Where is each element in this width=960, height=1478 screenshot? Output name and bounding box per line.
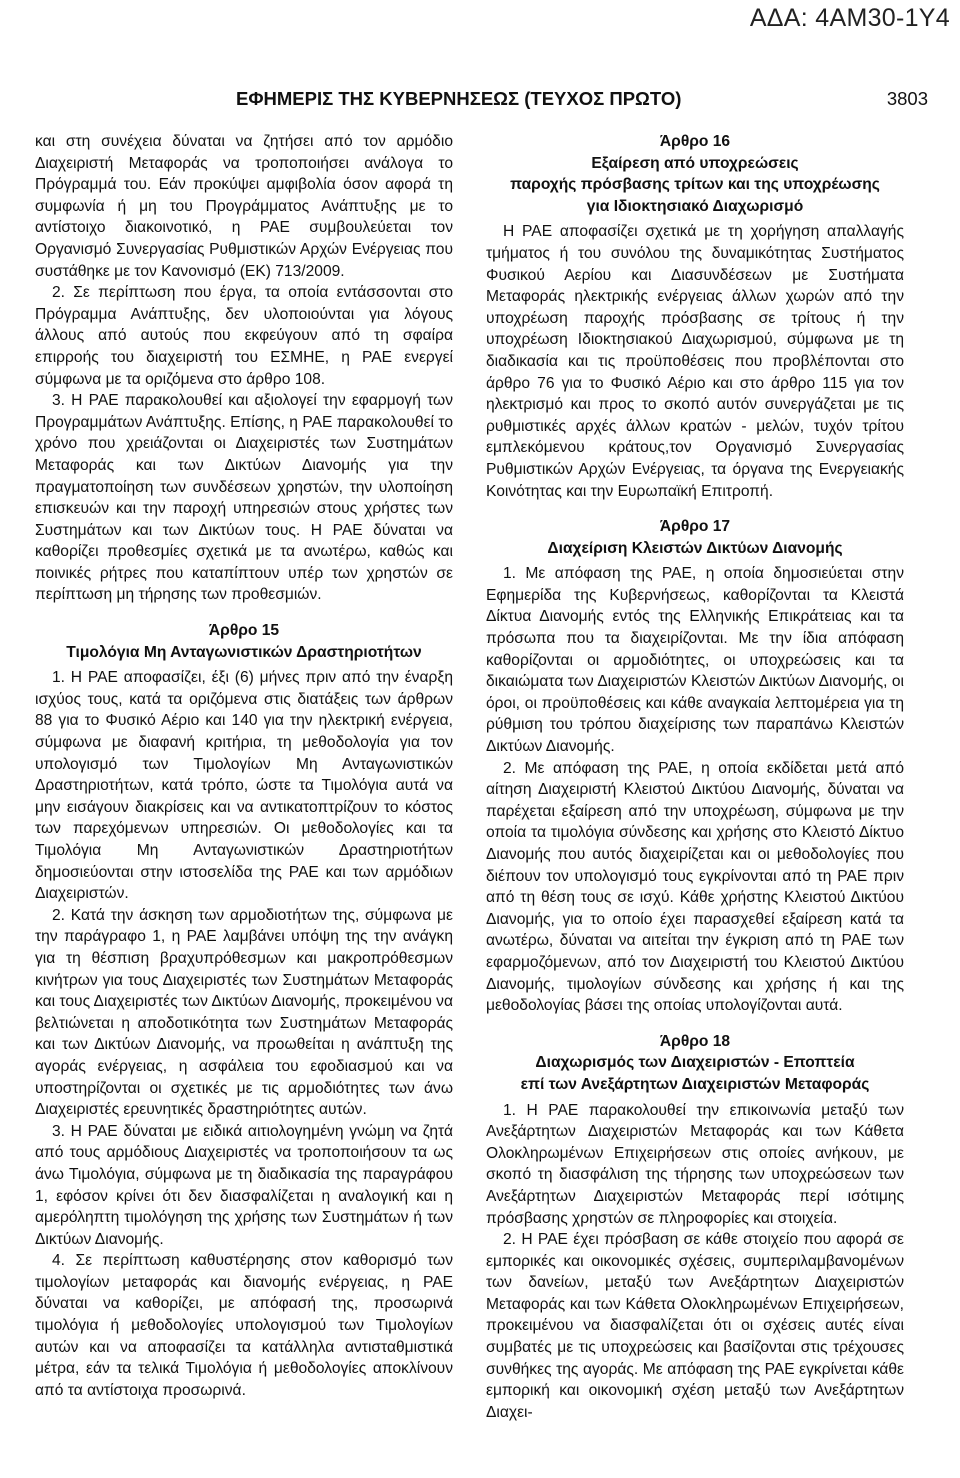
- article-18-title-line-2: επί των Ανεξάρτητων Διαχειριστών Μεταφοράς: [520, 1075, 870, 1093]
- article-15-title: Τιμολόγια Μη Ανταγωνιστικών Δραστηριοτήτων: [66, 643, 422, 661]
- paragraph-3: 3. Η ΡΑΕ παρακολουθεί και αξιολογεί την εφαρμογή των Προγραμμάτων Ανάπτυξης. Επίσης, η ΡΑΕ παρακολουθεί το χρόνο που χρειάζονται οι Διαχειριστές των Συστημάτων Μεταφοράς και των Δικτύων Διανομής για την πραγματοποίηση των συνδέσεων χρηστών, την υλοποίηση επισκευών και την παροχή υπηρεσιών στους χρήστες των Συστημάτων και των Δικτύων τους. Η ΡΑΕ δύναται να καθορίζει προθεσμίες σχετικά με τα ανωτέρω, καθώς και ποινικές ρήτρες που καταπίπτουν υπέρ των χρηστών σε περίπτωση μη τήρησης των προθεσμιών.: [35, 392, 453, 604]
- article-16-title-line-1: Εξαίρεση από υποχρεώσεις: [591, 154, 799, 172]
- article-17-paragraph-2: 2. Με απόφαση της ΡΑΕ, η οποία εκδίδεται μετά από αίτηση Διαχειριστή Κλειστού Δικτύου Διανομής, δύναται να παρέχεται εξαίρεση από την υποχρέωση, σύμφωνα με την οποία τα τιμολόγια σύνδεσης και χρήσης στο Κλειστό Δίκτυο Διανομής που αυτός διαχειρίζεται και οι μεθοδολογίες που διέπουν τον υπολογισμό τους εγκρίνονται από τη ΡΑΕ πριν από τη θέση τους σε ισχύ. Κάθε χρήστης Κλειστού Δικτύου Διανομής, για το οποίο έχει παρασχεθεί εξαίρεση κατά τα ανωτέρω, δύναται να αιτείται την έγκριση από τη ΡΑΕ των εφαρμοζόμενων, από τον Διαχειριστή του Κλειστού Δικτύου Διανομής, τιμολογίων σύνδεσης και χρήσης ή και της μεθοδολογίας βάσει της οποίας υπολογίζονται αυτά.: [486, 759, 904, 1015]
- intro-paragraph: και στη συνέχεια δύναται να ζητήσει από τον αρμόδιο Διαχειριστή Μεταφοράς να τροποποιήσει ανάλογα το Πρόγραμμά του. Εάν προκύψει αμφιβολία όσον αφορά τη συμφωνία ή μη του Προγράμματος Ανάπτυξης με το αντίστοιχο διακοινοτικό, η ΡΑΕ συμβουλεύεται τον Οργανισμό Συνεργασίας Ρυθμιστικών Αρχών Ενέργειας που συστάθηκε με τον Κανονισμό (ΕΚ) 713/2009.: [35, 133, 453, 280]
- article-17-title: Διαχείριση Κλειστών Δικτύων Διανομής: [547, 539, 843, 557]
- article-17-paragraph-1: 1. Με απόφαση της ΡΑΕ, η οποία δημοσιεύεται στην Εφημερίδα της Κυβερνήσεως, καθορίζονται τα Κλειστά Δίκτυα Διανομής εντός της Ελληνικής Επικράτειας και τα πρόσωπα που τα διαχειρίζονται. Με την ίδια απόφαση καθορίζονται οι αρμοδιότητες, οι υποχρεώσεις και τα δικαιώματα των Διαχειριστών Κλειστών Δικτύων Διανομής, οι όροι, οι προϋποθέσεις και κάθε αναγκαία λεπτομέρεια για τη ρύθμιση του τρόπου διαχείρισης των παραπάνω Κλειστών Δικτύων Διανομής.: [486, 565, 904, 756]
- article-18-number: Άρθρο 18: [659, 1032, 731, 1050]
- article-15-paragraph-1: 1. Η ΡΑΕ αποφασίζει, έξι (6) μήνες πριν από την έναρξη ισχύος τους, κατά τα οριζόμενα στις διατάξεις των άρθρων 88 για το Φυσικό Αέριο και 140 για την ηλεκτρική ενέργεια, σύμφωνα με διαφανή κριτήρια, τη μεθοδολογία για τον υπολογισμό των Τιμολογίων Μη Ανταγωνιστικών Δραστηριοτήτων, κατά τρόπο, ώστε τα Τιμολόγια αυτά να μην εισάγουν διακρίσεις και να αντικατοπτρίζουν το κόστος των παρεχόμενων υπηρεσιών. Οι μεθοδολογίες και τα Τιμολόγια Μη Ανταγωνιστικών Δραστηριοτήτων δημοσιεύονται στην ιστοσελίδα της ΡΑΕ και των αρμόδιων Διαχειριστών.: [35, 669, 453, 903]
- article-16-title-line-3: για Ιδιοκτησιακό Διαχωρισμό: [586, 197, 804, 215]
- article-15-paragraph-2: 2. Κατά την άσκηση των αρμοδιοτήτων της, σύμφωνα με την παράγραφο 1, η ΡΑΕ λαμβάνει υπόψη της την ανάγκη για τη θέσπιση βραχυπρόθεσμων και μακροπρόθεσμων κινήτρων για τους Διαχειριστές των Συστημάτων Μεταφοράς και τους Διαχειριστές των Δικτύων Διανομής, προκειμένου να βελτιώνεται η αποδοτικότητα των Συστημάτων Μεταφοράς και των Δικτύων Διανομής, να προωθείται η ανάπτυξη της αγοράς ενέργειας, η ασφάλεια του εφοδιασμού και να υποστηρίζονται οι σχετικές με τις αρμοδιότητες των άνω Διαχειριστές ερευνητικές δραστηριότητες αυτών.: [35, 906, 453, 1119]
- article-18-paragraph-2: 2. Η ΡΑΕ έχει πρόσβαση σε κάθε στοιχείο που αφορά σε εμπορικές και οικονομικές σχέσεις, συμπεριλαμβανομένων των δανείων, μεταξύ των Ανεξάρτητων Διαχειριστών Μεταφοράς και των Κάθετα Ολοκληρωμένων Επιχειρήσεων, προκειμένου να διασφαλίζεται ότι οι σχέσεις αυτές είναι συμβατές με τις υποχρεώσεις και βασίζονται στις τρέχουσες συνθήκες της αγοράς. Με απόφαση της ΡΑΕ εγκρίνεται κάθε εμπορική και οικονομική σχέση μεταξύ των Ανεξάρτητων Διαχει-: [486, 1231, 904, 1421]
- article-17-number: Άρθρο 17: [659, 518, 731, 536]
- article-16-paragraph-1: Η ΡΑΕ αποφασίζει σχετικά με τη χορήγηση απαλλαγής τμήματος ή του συνόλου της δυναμικότητας Συστήματος Φυσικού Αερίου και Διασυνδέσεων με Συστήματα Μεταφοράς ηλεκτρικής ενέργειας άλλων χωρών από την υποχρέωση παροχής πρόσβασης σε τρίτους ή την υποχρέωση Ιδιοκτησιακού Διαχωρισμού, σύμφωνα με τη διαδικασία και τις προϋποθέσεις που προβλέπονται στο άρθρο 76 για το Φυσικό Αέριο και στο άρθρο 115 για τον ηλεκτρισμό και προς το σκοπό αυτόν συνεργάζεται με τις ρυθμιστικές αρχές άλλων κρατών - μελών, τυχόν τρίτου εμπλεκόμενου κράτους,τον Οργανισμό Συνεργασίας Ρυθμιστικών Αρχών Ενέργειας, τα όργανα της Ενεργειακής Κοινότητας και την Ευρωπαϊκή Επιτροπή.: [486, 223, 904, 500]
- article-15-paragraph-3: 3. Η ΡΑΕ δύναται με ειδικά αιτιολογημένη γνώμη να ζητά από τους αρμόδιους Διαχειριστές να τροποποιήσουν τα ως άνω Τιμολόγια, σύμφωνα με τη διαδικασία της παραγράφου 1, εφόσον κρίνει ότι δεν διασφαλίζεται η αναλογική και η αμερόληπτη τιμολόγηση της χρήσης των Συστημάτων ή των Δικτύων Διανομής.: [35, 1122, 453, 1248]
- article-16-title-line-2: παροχής πρόσβασης τρίτων και της υποχρέωσης: [510, 176, 880, 194]
- paragraph-2: 2. Σε περίπτωση που έργα, τα οποία εντάσσονται στο Πρόγραμμα Ανάπτυξης, δεν υλοποιούνται για λόγους άλλους από αυτούς που εκφεύγουν από τη σφαίρα επιρροής του διαχειριστή του ΕΣΜΗΕ, η ΡΑΕ ενεργεί σύμφωνα με τα οριζόμενα στο άρθρο 108.: [35, 284, 453, 388]
- article-15-paragraph-4: 4. Σε περίπτωση καθυστέρησης στον καθορισμό των τιμολογίων μεταφοράς και διανομής ενέργειας, η ΡΑΕ δύναται να καθορίζει, με απόφασή της, προσωρινά τιμολόγια ή μεθοδολογίες υπολογισμού των Τιμολογίων αυτών και να αποφασίζει τα κατάλληλα αντισταθμιστικά μέτρα, εάν τα τελικά Τιμολόγια ή μεθοδολογίες αποκλίνουν από τα αντίστοιχα προσωρινά.: [35, 1252, 453, 1399]
- article-16-number: Άρθρο 16: [659, 133, 731, 150]
- left-column: [35, 131, 453, 1401]
- ada-identifier: ΑΔΑ: 4ΑΜ30-1Υ4: [749, 4, 950, 32]
- gazette-title: ΕΦΗΜΕΡΙΣ ΤΗΣ ΚΥΒΕΡΝΗΣΕΩΣ (ΤΕΥΧΟΣ ΠΡΩΤΟ): [236, 88, 682, 109]
- page-number: 3803: [886, 88, 928, 109]
- article-18-paragraph-1: 1. Η ΡΑΕ παρακολουθεί την επικοινωνία μεταξύ των Ανεξάρτητων Διαχειριστών Μεταφοράς και των Κάθετα Ολοκληρωμένων Επιχειρήσεων στις οποίες ανήκουν, με σκοπό τη διασφάλιση της τήρησης των υποχρεώσεων των Ανεξάρτητων Διαχειριστών Μεταφοράς περί ισότιμης πρόσβασης χρηστών σε πληροφορίες και στοιχεία.: [486, 1101, 904, 1227]
- page-header: [0, 88, 960, 116]
- article-15-number: Άρθρο 15: [208, 622, 280, 640]
- right-column: [486, 131, 904, 1423]
- article-18-title-line-1: Διαχωρισμός των Διαχειριστών - Εποπτεία: [535, 1054, 855, 1072]
